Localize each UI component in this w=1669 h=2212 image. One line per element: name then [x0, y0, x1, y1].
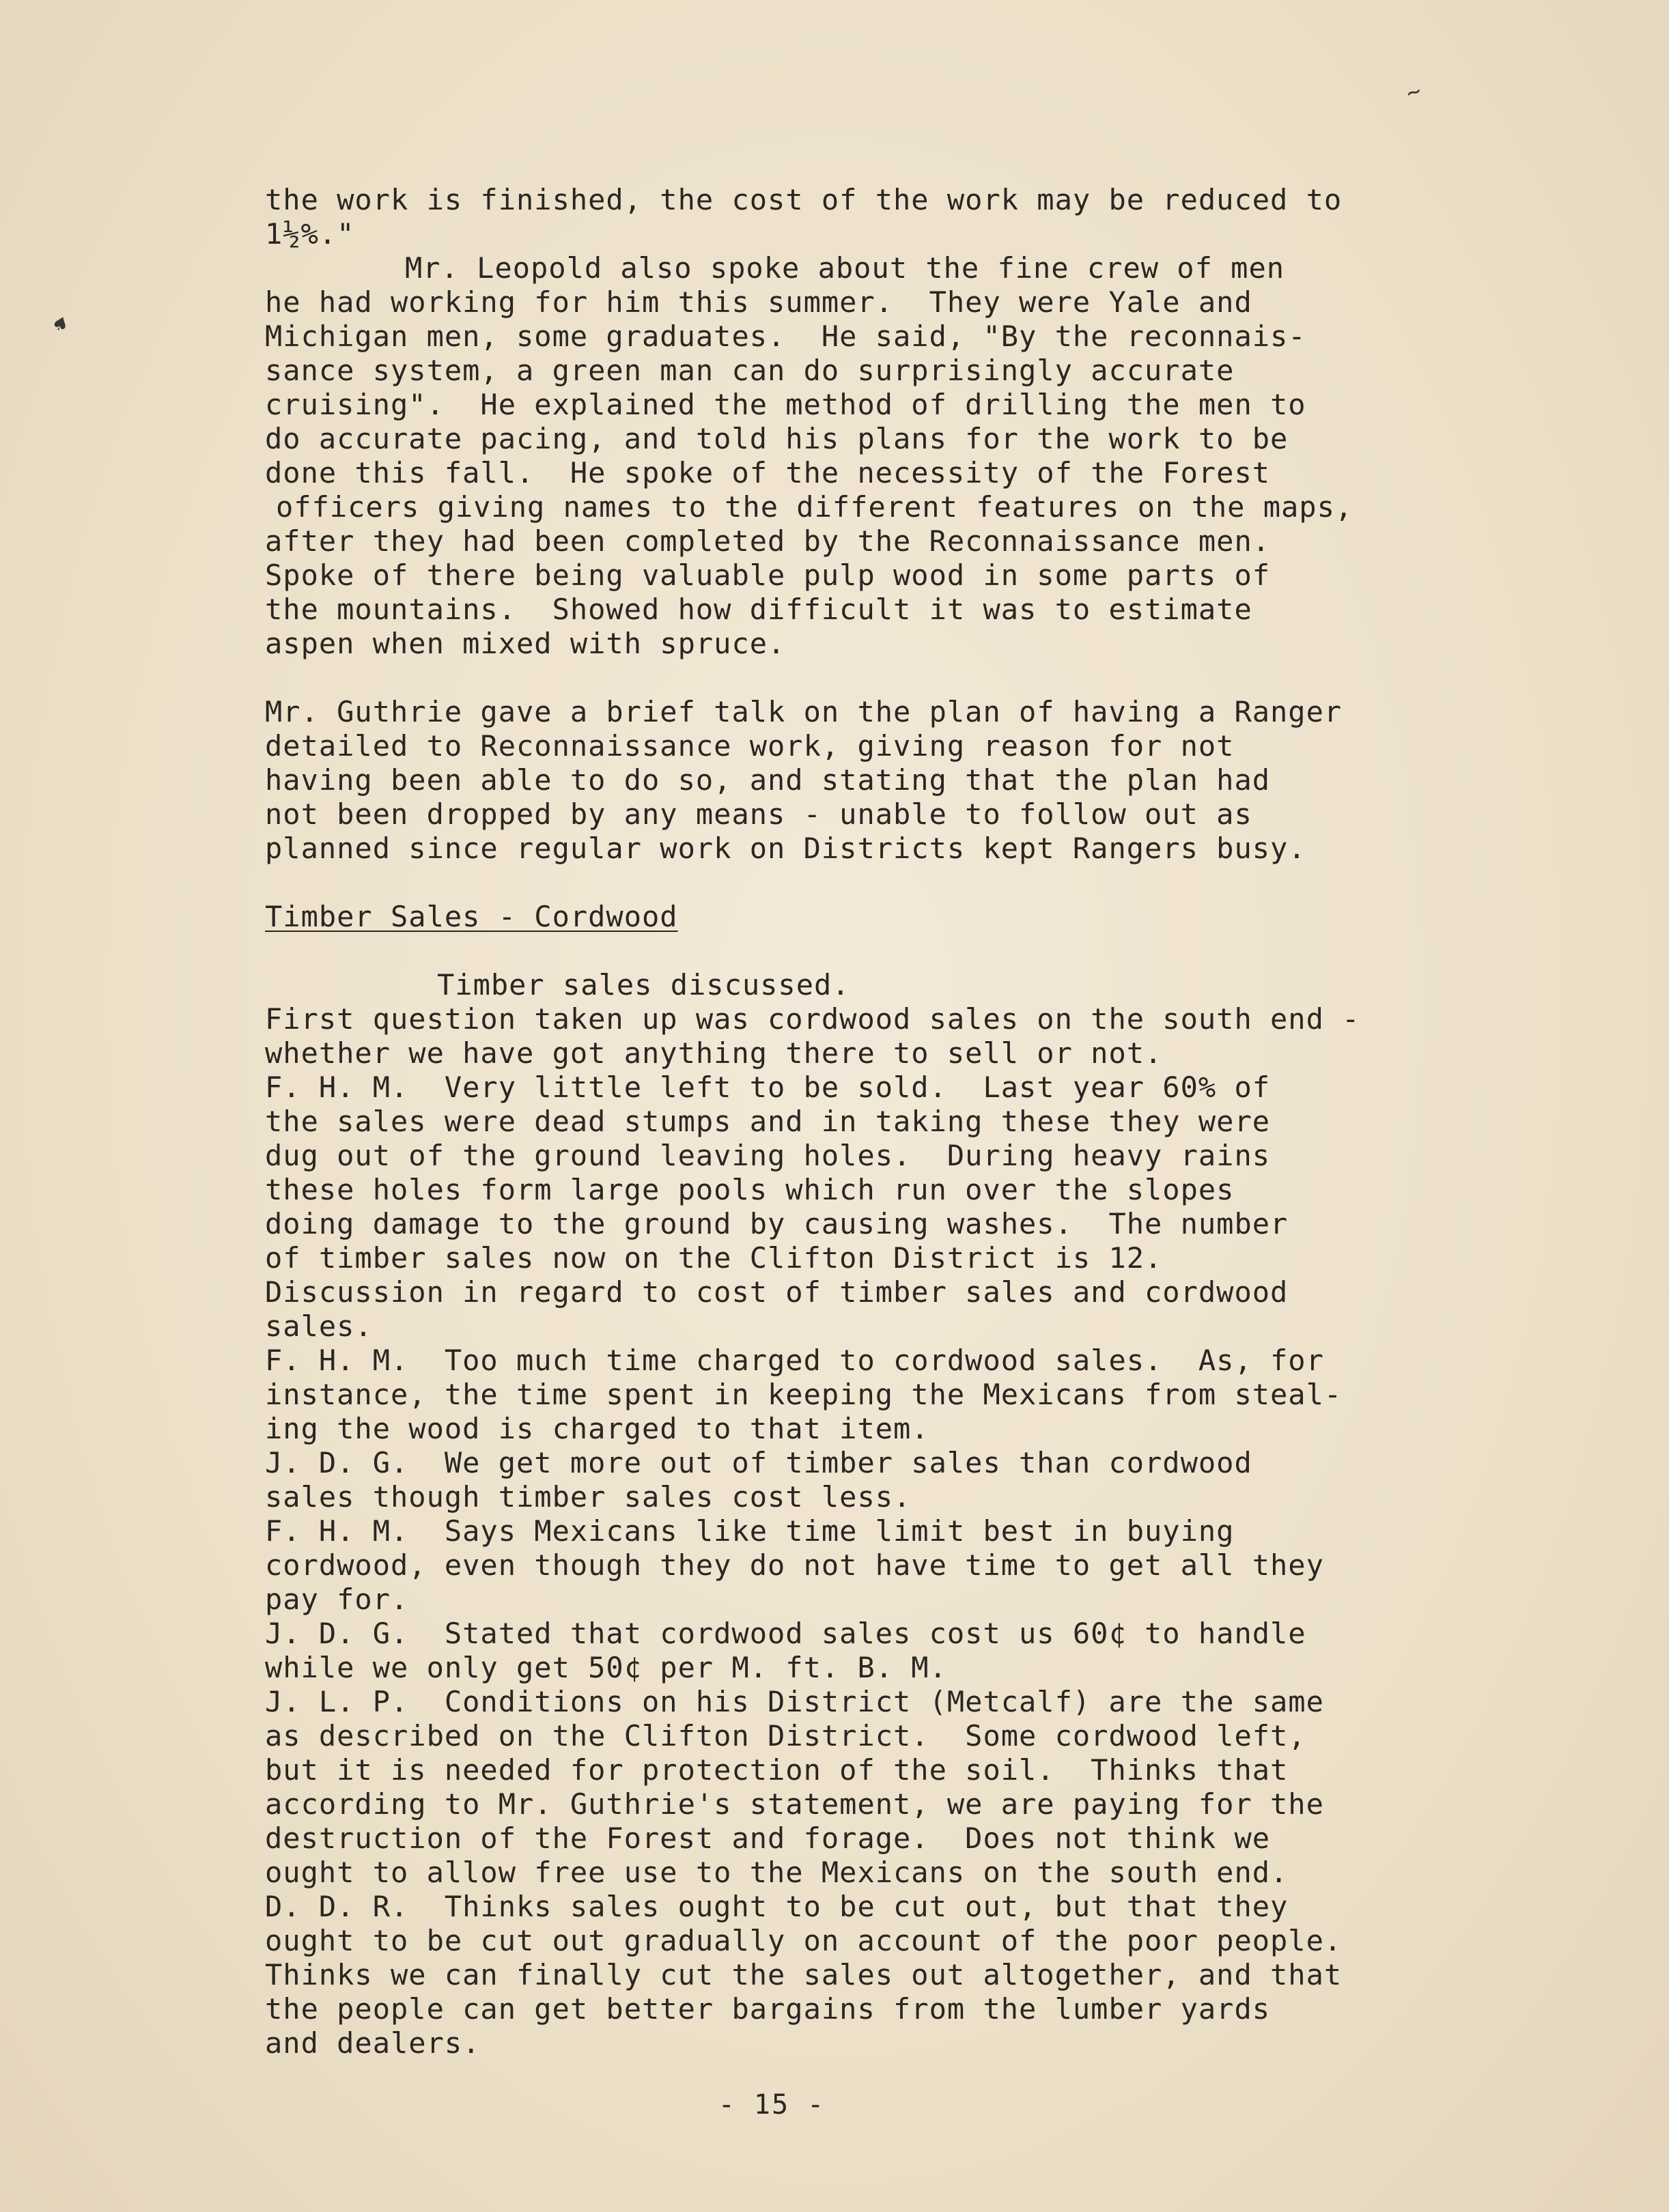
text-line: done this fall. He spoke of the necessity of the Forest — [265, 456, 1271, 490]
text-line: destruction of the Forest and forage. Does not think we — [265, 1821, 1271, 1855]
text-line: F. H. M. Very little left to be sold. Last year 60% of — [265, 1070, 1271, 1104]
text-line: instance, the time spent in keeping the Mexicans from steal- — [265, 1378, 1343, 1411]
text-line: detailed to Reconnaissance work, giving reason for not — [265, 729, 1235, 763]
text-line: Mr. Leopold also spoke about the fine crew of men — [405, 251, 1285, 285]
text-line: Spoke of there being valuable pulp wood in some parts of — [265, 558, 1271, 592]
text-line: J. D. G. Stated that cordwood sales cost us 60¢ to handle — [265, 1617, 1306, 1650]
text-line: while we only get 50¢ per M. ft. B. M. — [265, 1651, 947, 1684]
text-line: Mr. Guthrie gave a brief talk on the plan of having a Ranger — [265, 695, 1343, 728]
text-line: pay for. — [265, 1583, 409, 1616]
ink-mark: ♠ — [48, 309, 72, 340]
text-line: ought to allow free use to the Mexicans on the south end. — [265, 1856, 1289, 1889]
text-line: but it is needed for protection of the soil. Thinks that — [265, 1753, 1289, 1787]
text-line: sance system, a green man can do surprisingly accurate — [265, 354, 1235, 387]
page-number: - 15 - — [718, 2089, 826, 2121]
ink-mark: ~ — [1403, 76, 1425, 108]
text-line: according to Mr. Guthrie's statement, we are paying for the — [265, 1787, 1324, 1821]
text-line: J. L. P. Conditions on his District (Metcalf) are the same — [265, 1685, 1324, 1718]
text-line: Discussion in regard to cost of timber sales and cordwood — [265, 1275, 1289, 1309]
text-line: Michigan men, some graduates. He said, "By the reconnais- — [265, 320, 1306, 353]
text-line: sales though timber sales cost less. — [265, 1480, 912, 1514]
text-line: the work is finished, the cost of the work may be reduced to — [265, 183, 1343, 216]
text-line: cruising". He explained the method of drilling the men to — [265, 388, 1306, 421]
text-line: sales. — [265, 1309, 373, 1343]
text-line: he had working for him this summer. They were Yale and — [265, 285, 1252, 319]
text-line: aspen when mixed with spruce. — [265, 627, 786, 660]
text-line: ought to be cut out gradually on account of the poor people. — [265, 1924, 1343, 1957]
text-line: whether we have got anything there to sell or not. — [265, 1036, 1163, 1070]
text-line: 1½%." — [265, 217, 355, 251]
text-line: J. D. G. We get more out of timber sales than cordwood — [265, 1446, 1252, 1479]
text-line: of timber sales now on the Clifton District is 12. — [265, 1241, 1163, 1275]
text-line: cordwood, even though they do not have time to get all they — [265, 1548, 1324, 1582]
text-line: doing damage to the ground by causing washes. The number — [265, 1207, 1289, 1240]
text-line: not been dropped by any means - unable to follow out as — [265, 797, 1252, 831]
text-line: ing the wood is charged to that item. — [265, 1412, 929, 1445]
text-line: the sales were dead stumps and in taking these they were — [265, 1105, 1271, 1138]
text-line: do accurate pacing, and told his plans for the work to be — [265, 422, 1289, 455]
text-line: and dealers. — [265, 2026, 481, 2060]
text-line: the people can get better bargains from the lumber yards — [265, 1992, 1271, 2026]
text-line: planned since regular work on Districts kept Rangers busy. — [265, 832, 1306, 865]
text-line: F. H. M. Says Mexicans like time limit best in buying — [265, 1514, 1235, 1548]
text-line: Timber sales discussed. — [437, 968, 850, 1002]
text-line: the mountains. Showed how difficult it was to estimate — [265, 593, 1252, 626]
text-line: dug out of the ground leaving holes. During heavy rains — [265, 1139, 1271, 1172]
text-line: officers giving names to the different features on the maps, — [276, 490, 1354, 524]
text-line: D. D. R. Thinks sales ought to be cut out, but that they — [265, 1890, 1289, 1923]
text-line: after they had been completed by the Reconnaissance men. — [265, 524, 1271, 558]
section-heading: Timber Sales - Cordwood — [265, 900, 678, 933]
text-line: having been able to do so, and stating that the plan had — [265, 763, 1271, 797]
text-line: these holes form large pools which run over the slopes — [265, 1173, 1235, 1206]
text-line: F. H. M. Too much time charged to cordwood sales. As, for — [265, 1344, 1324, 1377]
text-line: Thinks we can finally cut the sales out altogether, and that — [265, 1958, 1343, 1991]
text-line: as described on the Clifton District. Some cordwood left, — [265, 1719, 1306, 1753]
text-line: First question taken up was cordwood sales on the south end - — [265, 1002, 1360, 1036]
